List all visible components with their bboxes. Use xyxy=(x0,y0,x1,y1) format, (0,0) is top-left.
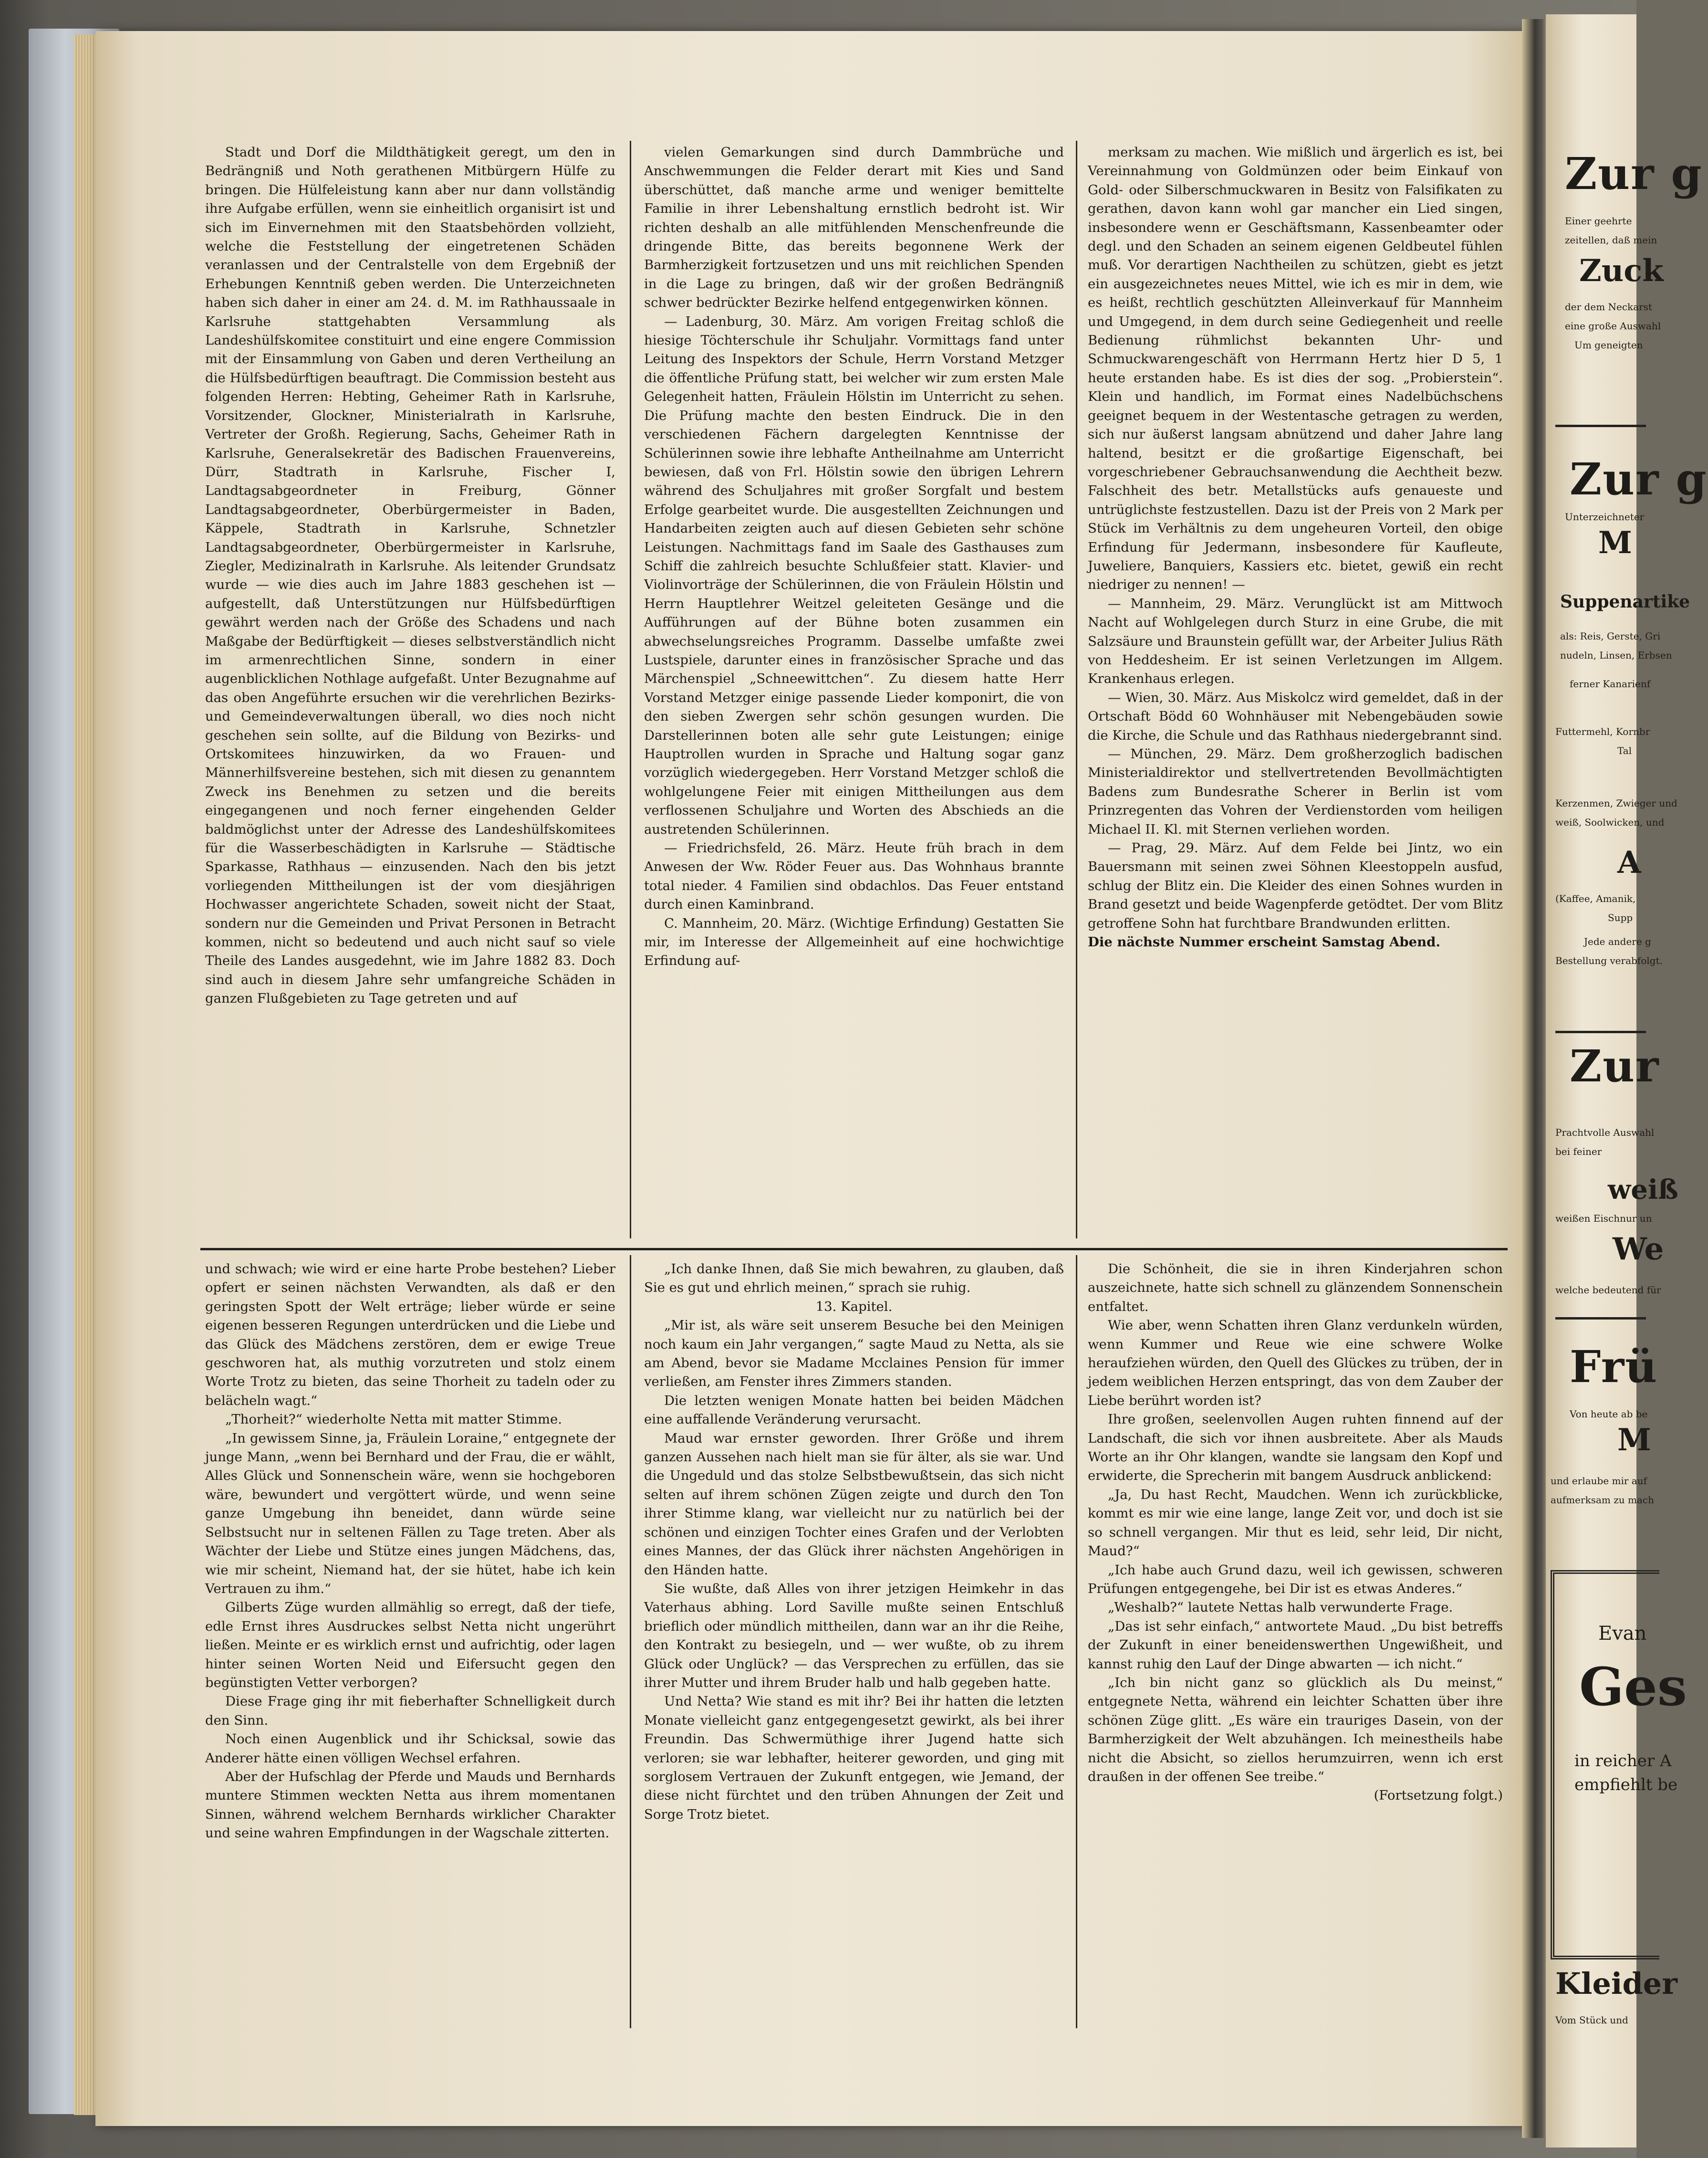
ad-line: Suppenartike xyxy=(1560,592,1690,612)
serial-paragraph: „Mir ist, als wäre seit unserem Besuche bei den Meinigen noch kaum ein Jahr vergangen,“ sagte Maud zu Netta, als sie am Abend, bevor sie Madame Mcclaines Pension für immer verließen, am Fenster ihres Zimmers standen. xyxy=(644,1318,1064,1390)
ad-title: Zur g xyxy=(1565,148,1703,199)
ad-line: als: Reis, Gerste, Gri xyxy=(1560,630,1661,642)
ad-line: in reicher A xyxy=(1574,1751,1672,1770)
ad-line: Tal xyxy=(1617,745,1632,756)
ad-divider xyxy=(1555,1031,1646,1033)
serial-paragraph: und schwach; wie wird er eine harte Probe bestehen? Lieber opfert er seinen nächsten Verwandten, als daß er den geringsten Spott der Welt erträge; lieber würde er seine eigenen besseren Regungen unterdrücken und die Liebe und das Glück des Mädchens zerstören, dem er ewige Treue geschworen hat, als muthig vorzutreten und stolz einem Worte Trotz zu bieten, das seine Thorheit zu tadeln oder zu belächeln wagt.“ xyxy=(205,1261,615,1408)
news-column-2 xyxy=(644,143,1064,971)
article-paragraph: merksam zu machen. Wie mißlich und ärgerlich es ist, bei Vereinnahmung von Goldmünzen oder beim Einkauf von Gold- oder Silberschmuckwaren in Besitz von Falsifikaten zu gerathen, davon kann wohl gar mancher ein Lied singen, insbesondere wenn er Geschäftsmann, Kassenbeamter oder degl. und den Schaden an seinem eigenen Geldbeutel fühlen muß. Vor derartigen Nachtheilen zu schützen, giebt es jetzt ein ausgezeichnetes neues Mittel, wie ich es mir in dem, wie es heißt, rechtlich geschützten Alleinverkauf für Mannheim und Umgegend, in dem durch seine Gediegenheit und reelle Bedienung rühmlichst bekannten Uhr- und Schmuckwarengeschäft von Herrmann Hertz hier D 5, 1 heute erstanden habe. Es ist dies der sog. „Probierstein“. Klein und handlich, im Format eines Nadelbüchschens geeignet bequem in der Westentasche getragen zu werden, sich nur äußerst langsam abnützend und daher Jahre lang haltend, besitzt er die großartige Eigenschaft, bei vorgeschriebener Gebrauchsanwendung die Aechtheit bezw. Falschheit des betr. Metallstücks aufs genaueste und untrüglichste festzustellen. Dazu ist der Preis von 2 Mark per Stück im Verhältnis zu dem ungeheuren Vorteil, den obige Erfindung für Jedermann, insbesondere für Kaufleute, Juweliere, Banquiers, Kassiers etc. bietet, gewiß ein recht niedriger zu nennen! — xyxy=(1088,145,1503,593)
ad-line: Vom Stück und xyxy=(1555,2014,1628,2026)
article-paragraph: — Wien, 30. März. Aus Miskolcz wird gemeldet, daß in der Ortschaft Bödd 60 Wohnhäuser mit Nebengebäuden sowie die Kirche, die Schule und das Rathhaus niedergebrannt sind. xyxy=(1088,690,1503,743)
section-divider xyxy=(200,1248,1508,1250)
serial-paragraph: Aber der Hufschlag der Pferde und Mauds und Bernhards muntere Stimmen weckten Netta aus ihrem momentanen Sinnen, während welchem Bernhards wirklicher Charakter und seine wahren Empfindungen in der Wagschale zitterten. xyxy=(205,1769,615,1841)
column-divider xyxy=(1076,1255,1077,2028)
ad-line: M xyxy=(1598,525,1632,561)
serial-paragraph: „In gewissem Sinne, ja, Fräulein Loraine,“ entgegnete der junge Mann, „wenn bei Bernhard und der Frau, die er wählt, Alles Glück und Sonnenschein wäre, wenn sie hochgeboren wäre, bewundert und vergöttert würde, und wenn seine ganze Umgebung ihn beneidet, dann würde seine Selbstsucht nur in seltenen Fällen zu Tage treten. Aber als Wächter der Liebe und Stütze eines jungen Mädchens, das, wie mir scheint, Niemand hat, der sie hütet, habe ich kein Vertrauen zu ihm.“ xyxy=(205,1430,615,1596)
article-paragraph: C. Mannheim, 20. März. (Wichtige Erfindung) Gestatten Sie mir, im Interesse der Allgemeinheit auf eine hochwichtige Erfindung auf- xyxy=(644,915,1064,969)
ad-line: nudeln, Linsen, Erbsen xyxy=(1560,649,1672,661)
serial-paragraph: „Ich bin nicht ganz so glücklich als Du meinst,“ entgegnete Netta, während ein leichter Schatten über ihre schönen Züge glitt. „Es wäre ein trauriges Dasein, von der Barmherzigkeit der Welt abzuhängen. Ich meinestheils habe nicht die Absicht, so ziellos herumzuirren, wenn ich erst draußen in der offenen See treibe.“ xyxy=(1088,1675,1503,1784)
column-divider xyxy=(1076,141,1077,1238)
column-divider xyxy=(630,141,631,1238)
chapter-heading: 13. Kapitel. xyxy=(815,1299,893,1314)
ad-line: Bestellung verabfolgt. xyxy=(1555,955,1663,966)
ad-line: Zuck xyxy=(1579,253,1664,289)
news-column-3 xyxy=(1088,143,1503,952)
serial-paragraph: Noch einen Augenblick und ihr Schicksal, sowie das Anderer hätte einen völligen Wechsel erfahren. xyxy=(205,1731,615,1766)
ad-line: Evan xyxy=(1598,1623,1647,1645)
ad-line: Jede andere g xyxy=(1584,936,1651,947)
serial-paragraph: Die letzten wenigen Monate hatten bei beiden Mädchen eine auffallende Veränderung verursacht. xyxy=(644,1393,1064,1427)
news-column-1 xyxy=(205,143,615,1008)
ad-line: Einer geehrte xyxy=(1565,215,1632,227)
ad-line: Prachtvolle Auswahl xyxy=(1555,1127,1655,1138)
ad-line: weiß, Soolwicken, und xyxy=(1555,817,1665,828)
ad-line: aufmerksam zu mach xyxy=(1551,1494,1654,1506)
article-paragraph: vielen Gemarkungen sind durch Dammbrüche und Anschwemmungen die Felder derart mit Kies und Sand überschüttet, daß manche arme und weniger bemittelte Familie in ihrer Lebenshaltung ernstlich bedroht ist. Wir richten deshalb an alle mitfühlenden Menschenfreunde die dringende Bitte, das bereits begonnene Werk der Barmherzigkeit fortzusetzen und uns mit reichlichen Spenden in die Lage zu bringen, daß wir der großen Bedrängniß schwer bedrückter Bezirke helfend entgegenwirken können. xyxy=(644,145,1064,311)
ad-line: A xyxy=(1617,845,1641,880)
serial-column-2 xyxy=(644,1260,1064,1824)
ad-line: Um geneigten xyxy=(1574,339,1643,351)
ad-line: Supp xyxy=(1608,912,1633,923)
article-paragraph: — Prag, 29. März. Auf dem Felde bei Jintz, wo ein Bauersmann mit seinen zwei Söhnen Kleestoppeln ausfud, schlug der Blitz ein. Die Kleider des einen Sohnes wurden in Brand gesetzt und beide Wagenpferde getödtet. Der vom Blitz getroffene Sohn hat furchtbare Brandwunden erlitten. xyxy=(1088,840,1503,931)
ad-title: Zur xyxy=(1570,1040,1660,1092)
serial-paragraph: Wie aber, wenn Schatten ihren Glanz verdunkeln würden, wenn Kummer und Reue wie eine schwere Wolke heraufziehen würden, den Quell des Glückes zu trüben, der in jedem weiblichen Herzen entspringt, das von dem Zauber der Liebe berührt worden ist? xyxy=(1088,1318,1503,1408)
next-issue-notice: Die nächste Nummer erscheint Samstag Abend. xyxy=(1088,934,1440,950)
ad-line: Ges xyxy=(1579,1656,1687,1718)
ad-divider xyxy=(1555,1317,1646,1320)
ad-line: weiß xyxy=(1608,1174,1678,1205)
serial-paragraph: „Thorheit?“ wiederholte Netta mit matter Stimme. xyxy=(225,1412,562,1427)
ad-line: Futtermehl, Kornbr xyxy=(1555,726,1650,737)
serial-paragraph: Maud war ernster geworden. Ihrer Größe und ihrem ganzen Aussehen nach hielt man sie für älter, als sie war. Und die Ungeduld und das stolze Selbstbewußtsein, das sich nicht selten auf ihrem schönen Zügen zeigte und durch den Ton ihrer Stimme klang, war vielleicht nur zu natürlich bei der schönen und einzigen Tochter eines Grafen und der Verlobten eines Mannes, der das Glück ihrer nächsten Angehörigen in den Händen hatte. xyxy=(644,1430,1064,1578)
column-divider xyxy=(630,1255,631,2028)
serial-paragraph: „Ich danke Ihnen, daß Sie mich bewahren, zu glauben, daß Sie es gut und ehrlich meinen,“ sprach sie ruhig. xyxy=(644,1261,1064,1296)
ad-line: zeitellen, daß mein xyxy=(1565,234,1657,246)
article-paragraph: — München, 29. März. Dem großherzoglich badischen Ministerialdirektor und stellvertretenden Bevollmächtigten Badens zum Bundesrathe Scherer in Berlin ist vom Prinzregenten das Vohren der Verdienstorden vom heiligen Michael II. Kl. mit Sternen verliehen worden. xyxy=(1088,746,1503,837)
ad-title: Kleider xyxy=(1555,1966,1677,2001)
ad-line: Kerzenmen, Zwieger und xyxy=(1555,797,1677,809)
serial-paragraph: Sie wußte, daß Alles von ihrer jetzigen Heimkehr in das Vaterhaus abhing. Lord Saville mußte seinen Entschluß brieflich oder mündlich mittheilen, dann war an ihr die Reihe, den Kontrakt zu besiegeln, und — wer wußte, ob zu ihrem Glück oder Unglück? — das Versprechen zu erfüllen, das sie ihrer Mutter und ihrem Bruder halb und halb gegeben hatte. xyxy=(644,1581,1064,1690)
ad-line: empfiehlt be xyxy=(1574,1775,1678,1794)
ad-line: eine große Auswahl xyxy=(1565,320,1661,332)
article-paragraph: Stadt und Dorf die Mildthätigkeit geregt, um den in Bedrängniß und Noth gerathenen Mitbürgern Hülfe zu bringen. Die Hülfeleistung kann aber nur dann vollständig ihre Aufgabe erfüllen, wenn sie einheitlich organisirt ist und sich im Einvernehmen mit den Staatsbehörden vollzieht, welche die Feststellung der eingetretenen Schäden veranlassen und der Centralstelle von dem Ergebniß der Erhebungen Kenntniß geben werden. Die Unterzeichneten haben sich daher in einer am 24. d. M. im Rathhaussaale in Karlsruhe stattgehabten Versammlung als Landeshülfskomitee constituirt und eine engere Commission mit der Einsammlung von Gaben und deren Vertheilung an die Hülfsbedürftigen beauftragt. Die Commission besteht aus folgenden Herren: Hebting, Geheimer Rath in Karlsruhe, Vorsitzender, Glockner, Ministerialrath in Karlsruhe, Vertreter der Großh. Regierung, Sachs, Geheimer Rath in Karlsruhe, Generalsekretär des Badischen Frauenvereins, Dürr, Stadtrath in Karlsruhe, Fischer I, Landtagsabgeordneter in Freiburg, Gönner Landtagsabgeordneter, Oberbürgermeister in Baden, Käppele, Stadtrath in Karlsruhe, Schnetzler Landtagsabgeordneter, Oberbürgermeister in Karlsruhe, Ziegler, Medizinalrath in Karlsruhe. Als leitender Grundsatz wurde — wie dies auch im Jahre 1883 geschehen ist — aufgestellt, daß Unterstützungen nur Hülfsbedürftigen gewährt werden nach der Größe des Schadens und nach Maßgabe der Bedürftigkeit — dieses selbstverständlich nicht im armenrechtlichen Sinne, sondern in einer augenblicklichen Nothlage aufgefaßt. Unter Bezugnahme auf das oben Angeführte ersuchen wir die verehrlichen Bezirks- und Gemeindeverwaltungen überall, wo dies noch nicht geschehen sein sollte, auf die Bildung von Bezirks- und Ortskomitees hinzuwirken, da wo Frauen- und Männerhilfsvereine bestehen, sich mit diesen zu genanntem Zweck ins Benehmen zu setzen und die bereits eingegangenen und noch ferner eingehenden Gelder baldmöglichst unter der Adresse des Landeshülfskomitees für die Wasserbeschädigten in Karlsruhe — Städtische Sparkasse, Rathhaus — einzusenden. Nach den bis jetzt vorliegenden Mittheilungen ist der vom diesjährigen Hochwasser angerichtete Schaden, soweit nicht der Staat, sondern nur die Gemeinden und Privat Personen in Betracht kommen, nicht so bedeutend und auch nicht sauf so viele Theile des Landes ausgedehnt, wie im Jahre 1882 83. Doch sind auch in diesem Jahre sehr umfangreiche Schäden in ganzen Flußgebieten zu Tage getreten und auf xyxy=(205,145,615,1006)
serial-paragraph: Die Schönheit, die sie in ihren Kinderjahren schon auszeichnete, hatte sich schnell zu glänzendem Sonnenschein entfaltet. xyxy=(1088,1261,1503,1314)
ad-line: welche bedeutend für xyxy=(1555,1284,1661,1296)
ad-line: (Kaffee, Amanik, xyxy=(1555,893,1636,904)
article-paragraph: — Ladenburg, 30. März. Am vorigen Freitag schloß die hiesige Töchterschule ihr Schuljahr. Vormittags fand unter Leitung des Inspektors der Schule, Herrn Vorstand Metzger die öffentliche Prüfung statt, bei welcher wir zum ersten Male Gelegenheit hatten, Fräulein Hölstin im Unterricht zu sehen. Die Prüfung machte den besten Eindruck. Die in den verschiedenen Fächern dargelegten Kenntnisse der Schülerinnen sowie ihre lebhafte Antheilnahme am Unterricht bewiesen, daß von Frl. Hölstin sowie den übrigen Lehrern während des Schuljahres mit großer Sorgfalt und bestem Erfolge gearbeitet wurde. Die ausgestellten Zeichnungen und Handarbeiten zeigten auch auf diesen Gebieten sehr schöne Leistungen. Nachmittags fand im Saale des Gasthauses zum Schiff die zahlreich besuchte Schlußfeier statt. Klavier- und Violinvorträge der Schülerinnen, die von Fräulein Hölstin und Herrn Hauptlehrer Weitzel geleiteten Gesänge und die Aufführungen auf der Bühne boten zusammen ein abwechselungsreiches Programm. Dasselbe umfaßte zwei Lustspiele, darunter eines in französischer Sprache und das Märchenspiel „Schneewittchen“. Zu diesem hatte Herr Vorstand Metzger einige passende Lieder komponirt, die von den sieben Zwergen sehr schön gesungen wurden. Die Darstellerinnen boten alle sehr gute Leistungen; einige Hauptrollen wurden in Sprache und Haltung sogar ganz vorzüglich wiedergegeben. Herr Vorstand Metzger schloß die wohlgelungene Feier mit einigen Mittheilungen aus dem verflossenen Schuljahre und Worten des Abschieds an die austretenden Schülerinnen. xyxy=(644,314,1064,837)
serial-column-3 xyxy=(1088,1260,1503,1805)
serial-paragraph: „Ja, Du hast Recht, Maudchen. Wenn ich zurückblicke, kommt es mir wie eine lange, lange Zeit vor, und doch ist sie so schnell vergangen. Mir thut es leid, sehr leid, Dir nicht, Maud?“ xyxy=(1088,1487,1503,1559)
ad-title: Frü xyxy=(1570,1341,1658,1393)
ad-line: weißen Eischnur un xyxy=(1555,1213,1652,1224)
ad-line: ferner Kanarienf xyxy=(1570,678,1651,690)
ad-line: We xyxy=(1613,1231,1664,1267)
ad-line: Von heute ab be xyxy=(1570,1408,1648,1420)
ad-line: bei feiner xyxy=(1555,1146,1602,1157)
ad-line: Unterzeichneter xyxy=(1565,511,1645,523)
article-paragraph: — Mannheim, 29. März. Verunglückt ist am Mittwoch Nacht auf Wohlgelegen durch Sturz in eine Grube, die mit Salzsäure und Braunstein gefüllt war, der Arbeiter Julius Räth von Heddesheim. Er ist seinen Verletzungen im Allgem. Krankenhaus erlegen. xyxy=(1088,596,1503,687)
continuation-notice: (Fortsetzung folgt.) xyxy=(1374,1788,1503,1803)
article-paragraph: — Friedrichsfeld, 26. März. Heute früh brach in dem Anwesen der Ww. Röder Feuer aus. Das Wohnhaus brannte total nieder. 4 Familien sind obdachlos. Das Feuer entstand durch einen Kaminbrand. xyxy=(644,840,1064,912)
ad-line: und erlaube mir auf xyxy=(1551,1475,1647,1487)
ad-line: der dem Neckarst xyxy=(1565,301,1652,313)
serial-paragraph: Ihre großen, seelenvollen Augen ruhten finnend auf der Landschaft, die sich vor ihnen ausbreitete. Aber als Mauds Worte an ihr Ohr klangen, wandte sie langsam den Kopf und erwiderte, die Sprecherin mit bangem Ausdruck anblickend: xyxy=(1088,1412,1503,1484)
serial-paragraph: „Ich habe auch Grund dazu, weil ich gewissen, schweren Prüfungen entgegengehe, bei Dir ist es etwas Anderes.“ xyxy=(1088,1562,1503,1596)
serial-paragraph: Gilberts Züge wurden allmählig so erregt, daß der tiefe, edle Ernst ihres Ausdruckes selbst Netta nicht ungerührt ließen. Meinte er es wirklich ernst und aufrichtig, oder lagen hinter seinen Worten Neid und Eifersucht gegen den begünstigten Vetter verborgen? xyxy=(205,1600,615,1690)
adjacent-page xyxy=(1546,14,1708,2148)
ad-title: Zur g xyxy=(1570,453,1708,505)
serial-paragraph: Und Netta? Wie stand es mit ihr? Bei ihr hatten die letzten Monate vielleicht ganz entgegengesetzt gewirkt, als bei ihrer Freundin. Das Schwermüthige ihrer Jugend hatte sich verloren; sie war lebhafter, heiterer geworden, und ging mit sorglosem Vertrauen der Zukunft entgegen, wie Jemand, der diese nicht fürchtet und den trüben Ahnungen der Zeit und Sorge Trotz bietet. xyxy=(644,1694,1064,1822)
serial-column-1 xyxy=(205,1260,615,1843)
serial-paragraph: „Das ist sehr einfach,“ antwortete Maud. „Du bist betreffs der Zukunft in einer beneidenswerthen Ungewißheit, und kannst ruhig den Lauf der Dinge abwarten — ich nicht.“ xyxy=(1088,1618,1503,1672)
ad-line: M xyxy=(1617,1422,1651,1458)
serial-paragraph: „Weshalb?“ lautete Nettas halb verwunderte Frage. xyxy=(1108,1600,1453,1615)
ad-divider xyxy=(1555,425,1646,427)
serial-paragraph: Diese Frage ging ihr mit fieberhafter Schnelligkeit durch den Sinn. xyxy=(205,1694,615,1728)
